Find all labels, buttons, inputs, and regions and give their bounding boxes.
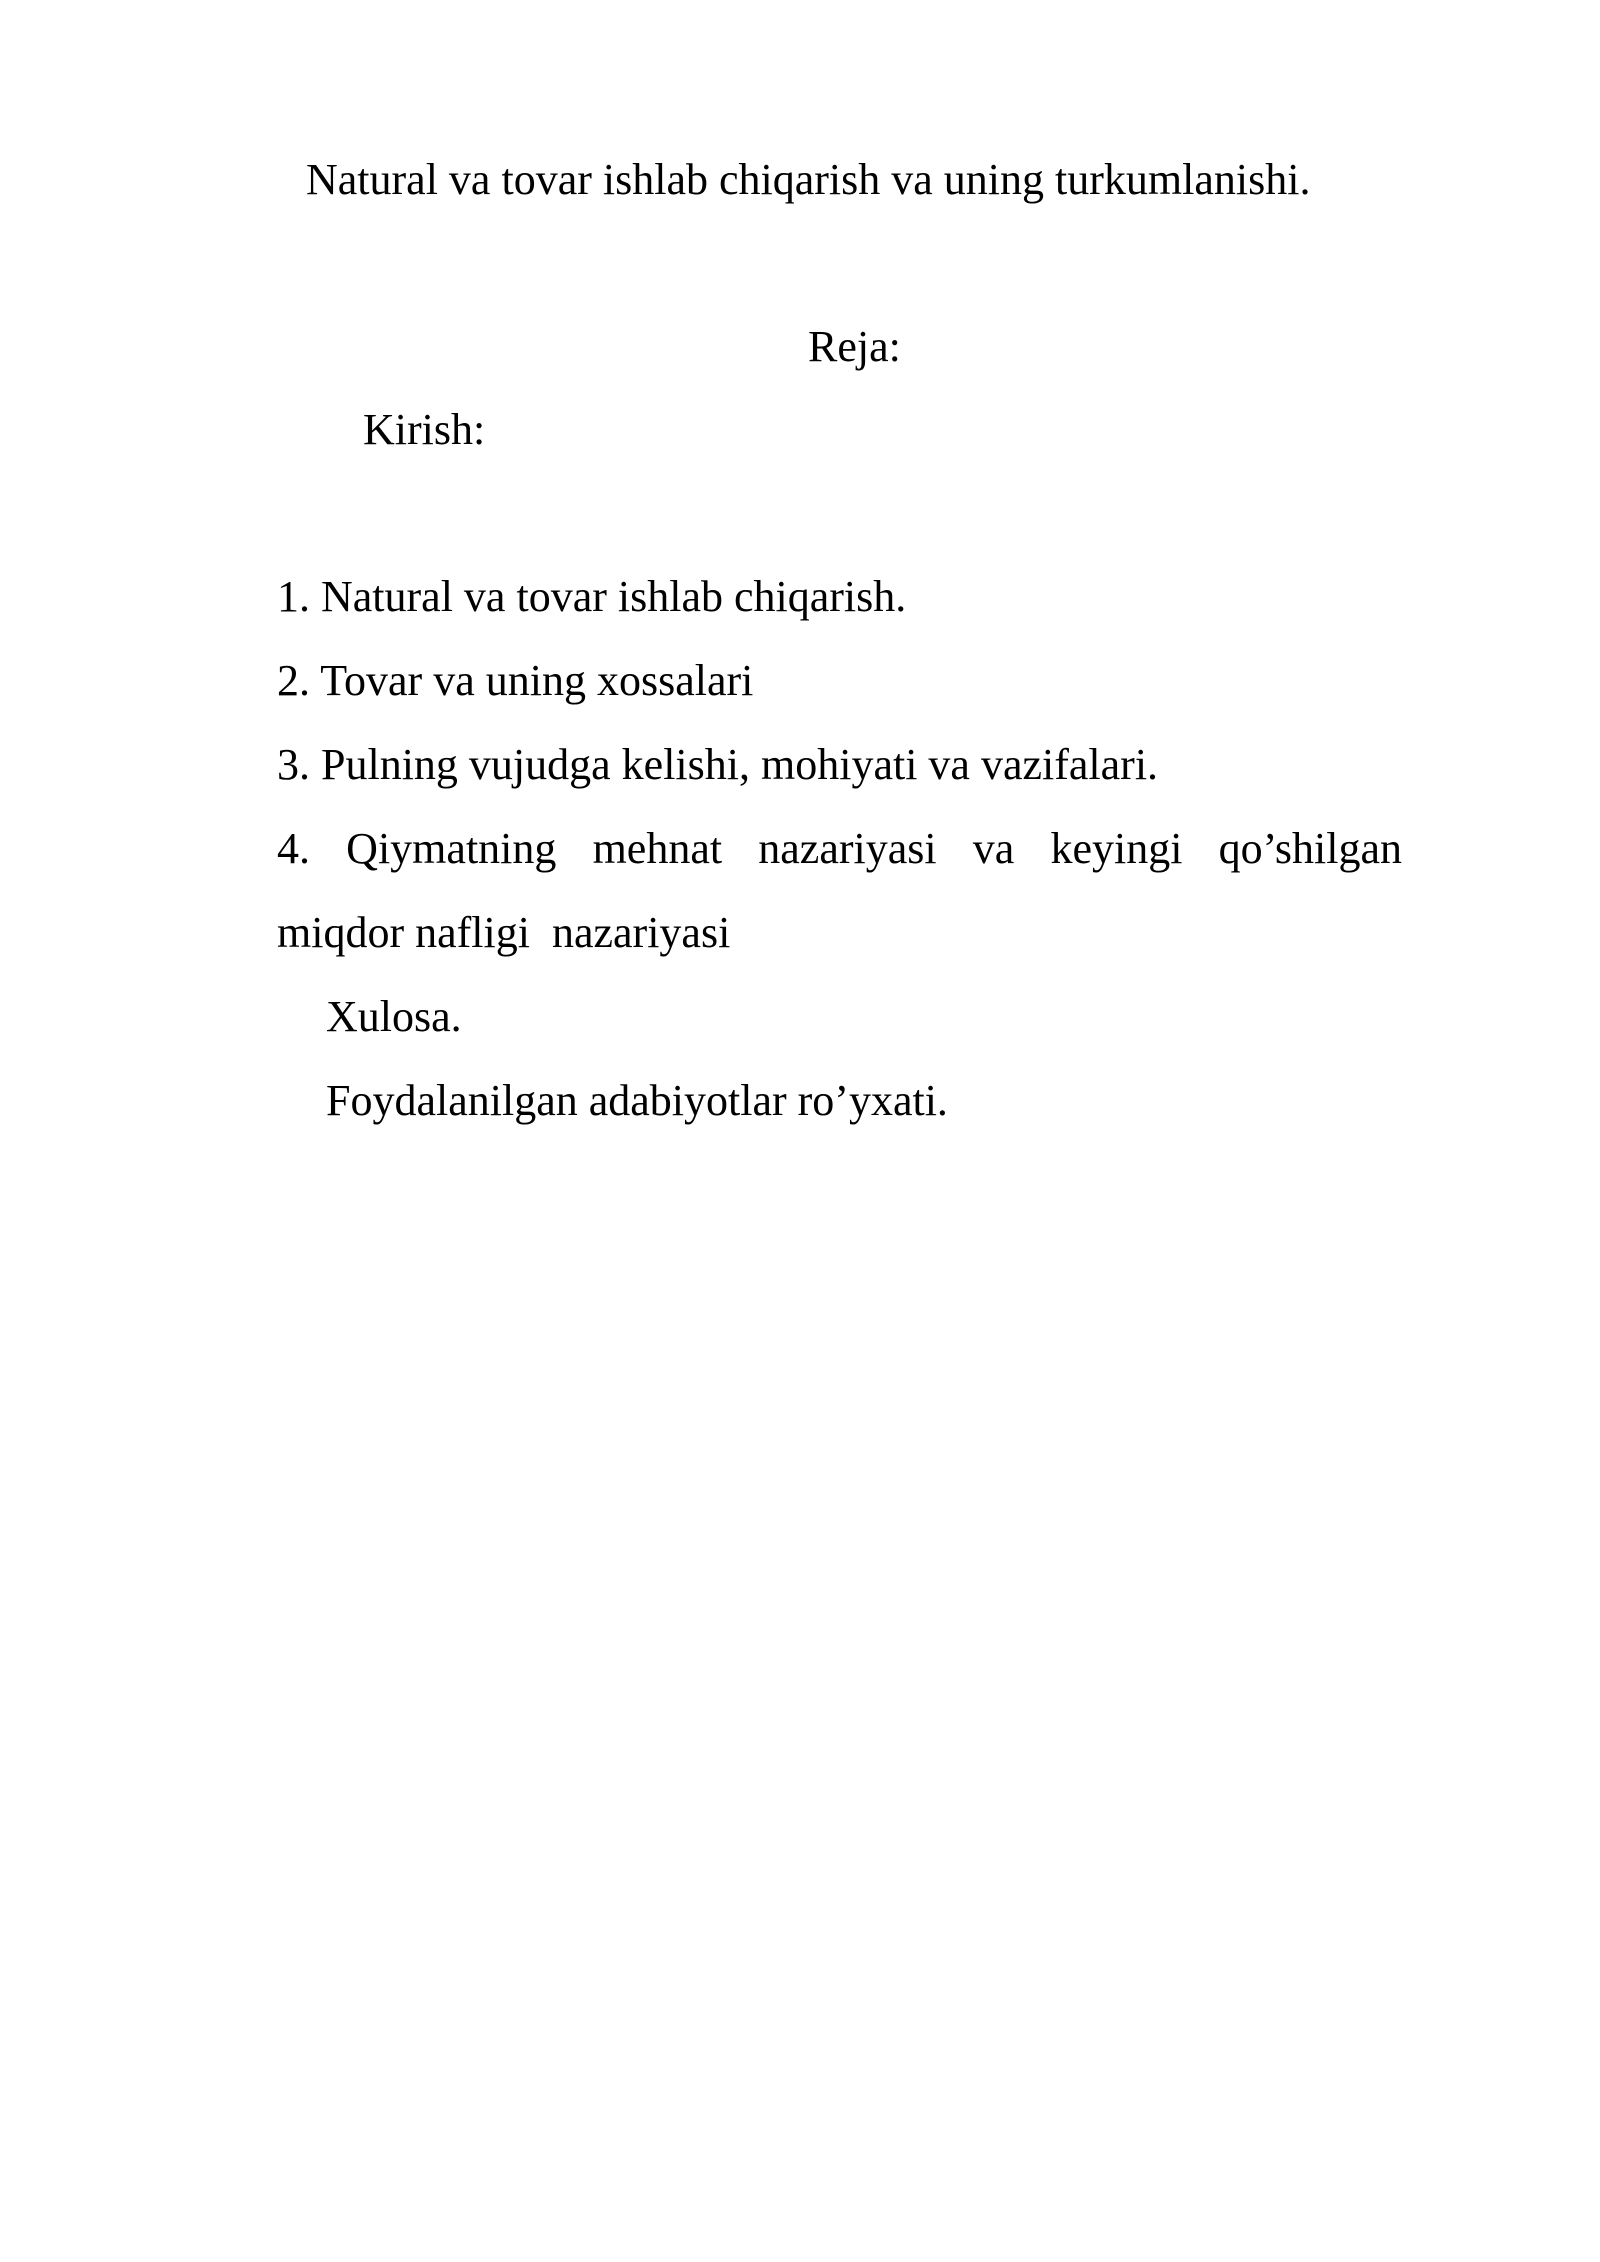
plan-item-1: 1. Natural va tovar ishlab chiqarish. xyxy=(277,572,907,621)
conclusion-label: Xulosa. xyxy=(326,992,462,1041)
document-title: Natural va tovar ishlab chiqarish va uning turkumlanishi. xyxy=(306,155,1311,204)
plan-item-3: 3. Pulning vujudga kelishi, mohiyati va vazifalari. xyxy=(277,740,1159,789)
references-label: Foydalanilgan adabiyotlar ro’yxati. xyxy=(326,1076,948,1125)
plan-item-2: 2. Tovar va uning xossalari xyxy=(277,656,754,705)
plan-item-4: 4. Qiymatning mehnat nazariyasi va keyingi qo’shilgan xyxy=(277,824,1402,873)
plan-heading: Reja: xyxy=(808,322,901,371)
plan-item-4-continuation: miqdor nafligi nazariyasi xyxy=(277,908,731,957)
intro-label: Kirish: xyxy=(363,405,486,454)
